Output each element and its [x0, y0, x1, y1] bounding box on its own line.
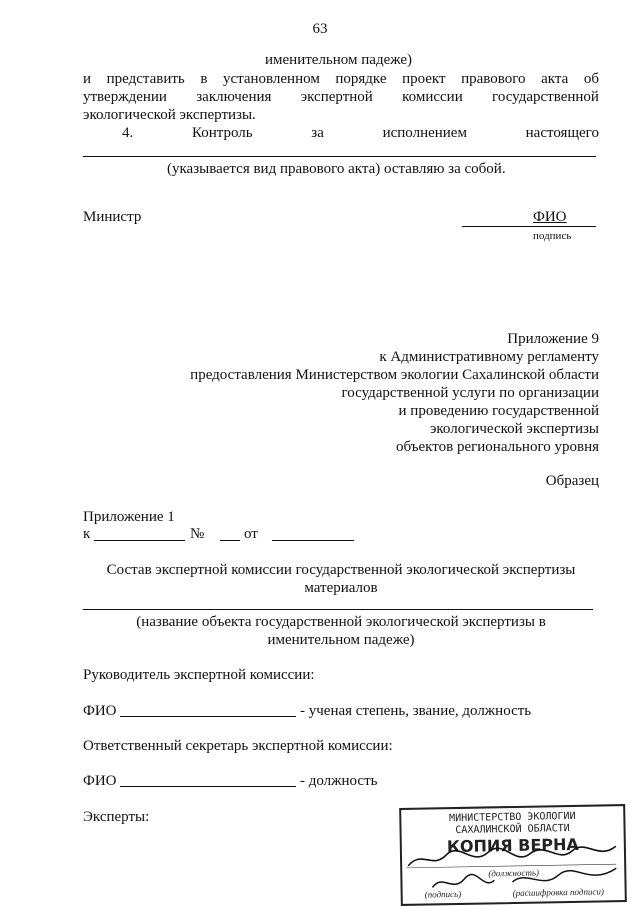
object-hint-line2: именительном падеже) [267, 632, 415, 648]
commission-title-line2: материалов [304, 580, 378, 596]
item-4-line: 4. Контроль за исполнением настоящего [122, 125, 599, 141]
commission-title: Состав экспертной комиссии государственной экологической экспертизы [106, 562, 576, 578]
number-label: № [190, 526, 205, 542]
text-line: именительном падеже) [265, 52, 413, 68]
stamp-caption: (расшифровка подписи) [512, 886, 604, 899]
appendix-line: предоставления Министерством экологии Сахалинской области [190, 367, 599, 383]
paragraph-line: экологической экспертизы. [83, 107, 256, 123]
head-label: Руководитель экспертной комиссии: [83, 667, 315, 683]
date-label: от [244, 526, 258, 542]
certified-copy-stamp [399, 804, 627, 906]
secretary-label: Ответственный секретарь экспертной комиссии: [83, 738, 393, 754]
appendix-line: экологической экспертизы [429, 421, 599, 437]
handwritten-signature [401, 806, 625, 904]
appendix-line: Приложение 9 [507, 331, 599, 347]
stamp-line: САХАЛИНСКОЙ ОБЛАСТИ [455, 823, 570, 837]
signature-line [462, 226, 596, 227]
signature-hint: подпись [533, 230, 572, 242]
appendix-line: объектов регионального уровня [396, 439, 599, 455]
appendix-line: и проведению государственной [398, 403, 599, 419]
object-hint: (название объекта государственной экологической экспертизы в [136, 614, 546, 630]
appendix-line: к Административному регламенту [379, 349, 599, 365]
blank-line [120, 786, 296, 787]
form-appendix-title: Приложение 1 [83, 509, 175, 525]
stamp-title: КОПИЯ ВЕРНА [446, 834, 579, 857]
blank-line [83, 609, 593, 610]
signer-role: Министр [83, 209, 142, 225]
page-number: 63 [312, 21, 328, 37]
blank-line [94, 540, 185, 541]
paragraph-line: утверждении заключения экспертной комиссии государственной [83, 89, 599, 105]
k-label: к [83, 526, 91, 542]
fio-label: ФИО [83, 773, 117, 789]
experts-label: Эксперты: [83, 809, 150, 825]
signature-fio: ФИО [533, 209, 567, 225]
paragraph-line: и представить в установленном порядке проект правового акта об [83, 71, 599, 87]
stamp-caption: (подпись) [424, 888, 462, 900]
stamp-caption: (должность) [488, 867, 540, 879]
fio-suffix: - должность [300, 773, 378, 789]
fio-label: ФИО [83, 703, 117, 719]
sample-label: Образец [545, 473, 599, 489]
blank-line [220, 540, 240, 541]
fio-suffix: - ученая степень, звание, должность [300, 703, 532, 719]
act-type-hint: (указывается вид правового акта) оставляю за собой. [167, 161, 506, 177]
stamp-line: МИНИСТЕРСТВО ЭКОЛОГИИ [449, 810, 576, 825]
blank-line [272, 540, 354, 541]
blank-line [120, 716, 296, 717]
appendix-line: государственной услуги по организации [341, 385, 599, 401]
blank-line [83, 156, 596, 157]
